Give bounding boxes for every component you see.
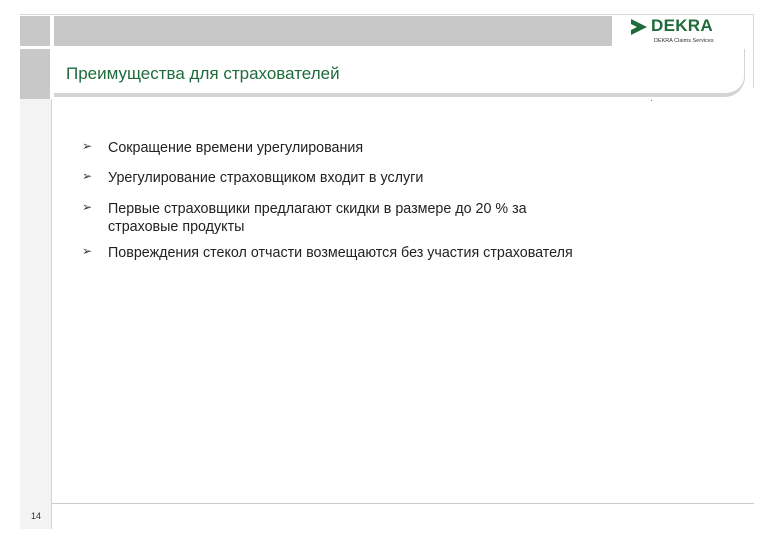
slide-title: Преимущества для страхователей (66, 64, 340, 83)
marker-dot (651, 100, 652, 101)
header-corner-block (20, 16, 50, 46)
bullet-text: Сокращение времени урегулирования (108, 140, 364, 156)
bullet-text: Повреждения стекол отчасти возмещаются без участия страхователя (108, 245, 573, 261)
header-bar (54, 16, 612, 46)
logo-wordmark: DEKRA (651, 16, 713, 35)
arrowhead-bullet-icon: ➢ (82, 139, 93, 153)
arrowhead-bullet-icon: ➢ (82, 200, 93, 214)
dekra-arrow-icon (630, 18, 648, 36)
page-number: 14 (31, 511, 42, 521)
dekra-logo (630, 17, 740, 47)
title-side-bar (20, 49, 50, 99)
footer-line (51, 503, 754, 504)
frame-top-line (20, 14, 754, 15)
frame-right-line (753, 14, 754, 88)
bullet-text: Урегулирование страховщиком входит в услуги (108, 170, 424, 186)
logo-subtitle: DEKRA Claims Services (654, 38, 714, 44)
left-margin-column (20, 99, 52, 529)
arrowhead-bullet-icon: ➢ (82, 244, 93, 258)
bullet-text: Первые страховщики предлагают скидки в размере до 20 % за страховые продукты (108, 201, 527, 235)
arrowhead-bullet-icon: ➢ (82, 169, 93, 183)
